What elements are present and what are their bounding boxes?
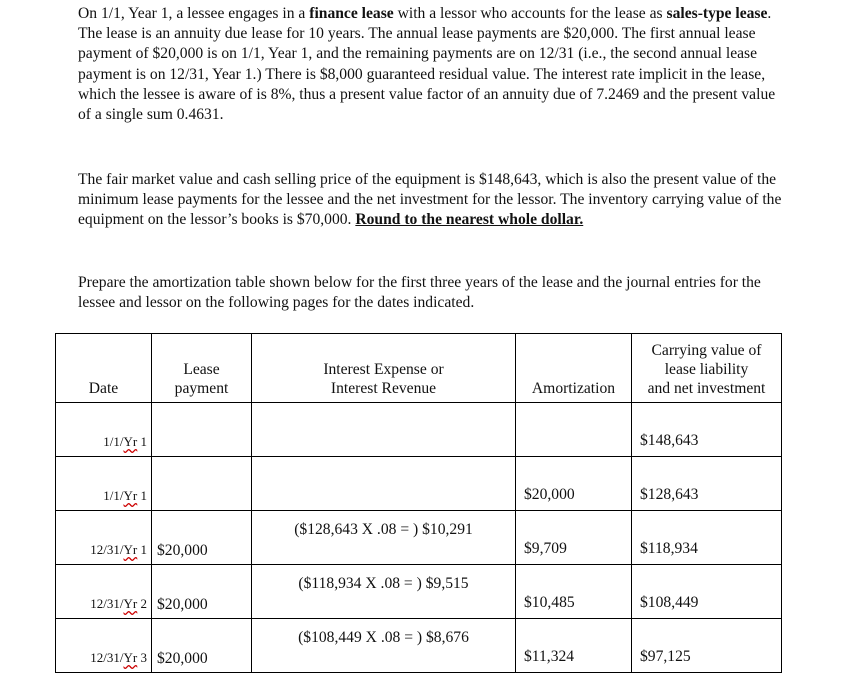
header-lease-payment: Lease payment [152,334,252,403]
header-interest: Interest Expense or Interest Revenue [252,334,516,403]
cell-payment [152,457,252,511]
table-row [56,619,782,673]
cell-payment: $20,000 [152,511,252,565]
cell-interest: ($118,934 X .08 = ) $9,515 [252,565,516,619]
cell-date: 1/1/Yr 1 [56,457,152,511]
cell-date: 12/31/Yr 1 [56,511,152,565]
intro-text-3: . The lease is an annuity due lease for 10 years. The annual lease payments are $20,000. The first annual lease payment of $20,000 is on 1/1, Year 1, and the remaining payments are on 12/31 (i.e., the second annual lease payment is on 12/31, Year 1.) There is $8,000 guaranteed residual value. The interest rate implicit in the lease, which the lessee is aware of is 8%, thus a present value factor of an annuity due of 7.2469 and the present value of a single sum 0.4631. [78,5,776,124]
table-row [56,403,782,457]
cell-amortization: $20,000 [516,457,632,511]
header-amortization: Amortization [516,334,632,403]
fair-value-text: The fair market value and cash selling price of the equipment is $148,643, which is also the present value of the minimum lease payments for the lessee and the net investment for the lessor. The inventory carrying value of the equipment on the lessor’s books is $70,000. [78,171,782,229]
fair-value-paragraph [78,170,788,231]
intro-bold-sales-type-lease: sales-type lease [666,5,768,22]
table-header-row [56,334,782,403]
cell-interest: ($128,643 X .08 = ) $10,291 [252,511,516,565]
intro-bold-finance-lease: finance lease [309,5,394,22]
cell-carrying-value: $128,643 [632,457,782,511]
cell-amortization: $11,324 [516,619,632,673]
intro-paragraph [78,4,788,125]
cell-interest: ($108,449 X .08 = ) $8,676 [252,619,516,673]
cell-amortization: $10,485 [516,565,632,619]
table-row [56,511,782,565]
cell-date: 12/31/Yr 3 [56,619,152,673]
instructions-paragraph: Prepare the amortization table shown below for the first three years of the lease and the journal entries for the lessee and lessor on the following pages for the dates indicated. [78,274,761,312]
header-date: Date [56,334,152,403]
cell-date: 1/1/Yr 1 [56,403,152,457]
intro-text-1: On 1/1, Year 1, a lessee engages in a [78,5,310,22]
cell-date: 12/31/Yr 2 [56,565,152,619]
table-row [56,565,782,619]
rounding-instruction: Round to the nearest whole dollar. [355,211,584,229]
cell-payment: $20,000 [152,619,252,673]
cell-interest [252,403,516,457]
intro-text-2: with a lessor who accounts for the lease as [393,5,667,22]
cell-carrying-value: $108,449 [632,565,782,619]
table-row [56,457,782,511]
cell-payment: $20,000 [152,565,252,619]
cell-amortization [516,403,632,457]
amortization-table [55,333,782,673]
cell-carrying-value: $97,125 [632,619,782,673]
cell-payment [152,403,252,457]
cell-carrying-value: $148,643 [632,403,782,457]
cell-carrying-value: $118,934 [632,511,782,565]
cell-amortization: $9,709 [516,511,632,565]
cell-interest [252,457,516,511]
header-carrying-value: Carrying value of lease liability and net investment [632,334,782,403]
